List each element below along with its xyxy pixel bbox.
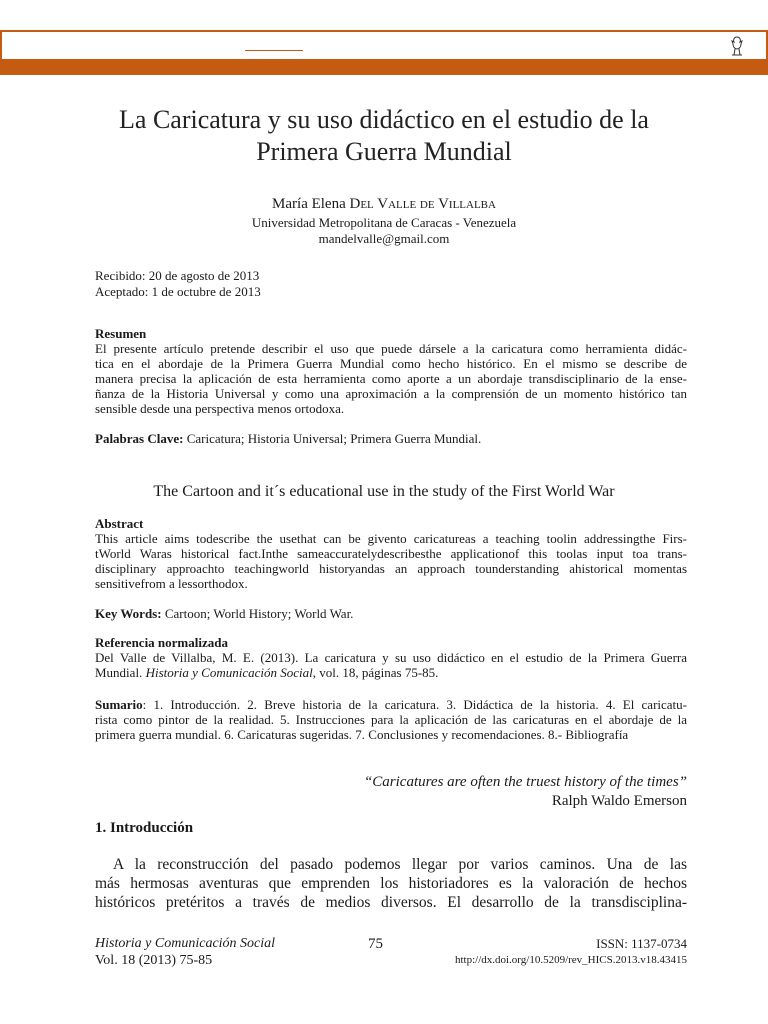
referencia-post: , vol. 18, páginas 75-85. [312, 665, 439, 680]
abstract-line: sensitivefrom a lessorthodox. [95, 576, 248, 591]
footer-volume: Vol. 18 (2013) 75-85 [95, 953, 213, 968]
sumario-text: : 1. Introducción. 2. Breve historia de la caricatura. 3. Didáctica de la historia. 4. El caricatu- [142, 697, 687, 712]
resumen-label: Resumen [95, 326, 147, 341]
english-title: The Cartoon and it´s educational use in the study of the First World War [153, 483, 615, 500]
article-title [60, 104, 708, 168]
sumario-line [95, 697, 687, 712]
body-line: históricos pretéritos a través de medios diversos. El desarrollo de la transdisciplina- [95, 894, 687, 911]
resumen-line: ñanza de la Historia Universal y como una aproximación a la comprensión de un momento histórico tan [95, 386, 687, 401]
sumario-label: Sumario [95, 697, 143, 712]
body-line: A la reconstrucción del pasado podemos llegar por varios caminos. Una de las [113, 856, 687, 873]
section-heading: 1. Introducción [95, 820, 194, 836]
referencia-section [95, 635, 687, 680]
sumario-line: rista como pintor de la realidad. 5. Instrucciones para la aplicación de las caricaturas en el abordaje de la [95, 712, 687, 727]
article-dates [95, 268, 261, 300]
referencia-line [95, 665, 687, 680]
footer-identifiers [455, 935, 687, 969]
author-surname: Del Valle de Villalba [349, 196, 496, 212]
abstract-line: disciplinary approachto teachingworld historyandas an approach tounderstanding ahistorical momentas [95, 561, 687, 576]
title-line: La Caricatura y su uso didáctico en el estudio de la [119, 105, 649, 134]
abstract-line: This article aims todescribe the usethat can be givento caricatureas a teaching toolin addressingthe Firs- [95, 531, 687, 546]
footer-journal: Historia y Comunicación Social [95, 936, 276, 951]
palabras-clave [95, 431, 687, 446]
author-email: mandelvalle@gmail.com [318, 231, 450, 246]
key-words [95, 606, 687, 621]
title-line: Primera Guerra Mundial [256, 137, 512, 166]
referencia-label: Referencia normalizada [95, 635, 228, 650]
referencia-journal: Historia y Comunicación Social [145, 665, 313, 680]
resumen-line: sensible desde una perspectiva menos ortodoxa. [95, 401, 345, 416]
journal-header-band [0, 30, 768, 75]
header-fill-bar [2, 59, 766, 73]
epigraph-quote: “Caricatures are often the truest history of the times” [363, 774, 687, 790]
sumario-line: primera guerra mundial. 6. Caricaturas sugeridas. 7. Conclusiones y recomendaciones. 8.- Bibliografía [95, 727, 629, 742]
footer-doi: http://dx.doi.org/10.5209/rev_HICS.2013.v18.43415 [454, 954, 687, 966]
sumario-section [95, 697, 687, 742]
referencia-line: Del Valle de Villalba, M. E. (2013). La caricatura y su uso didáctico en el estudio de la Primera Guerra [95, 650, 687, 665]
page-number: 75 [368, 936, 383, 952]
key-words-label: Key Words: [95, 606, 162, 621]
epigraph [95, 773, 687, 811]
author-given-name: María Elena [272, 196, 346, 212]
footer-journal-info [95, 935, 275, 969]
key-words-text: Cartoon; World History; World War. [161, 606, 354, 621]
resumen-line: tica en el abordaje de la Primera Guerra Mundial como hecho histórico. En el mismo se describe de [95, 356, 687, 371]
accepted-date: Aceptado: 1 de octubre de 2013 [95, 284, 261, 299]
resumen-line: El presente artículo pretende describir el uso que puede dársele a la caricatura como herramienta didác- [95, 341, 687, 356]
body-line: más hermosas aventuras que emprenden los historiadores es la valoración de hechos [95, 875, 687, 892]
epigraph-author: Ralph Waldo Emerson [551, 793, 687, 809]
footer-issn: ISSN: 1137-0734 [596, 936, 687, 951]
received-date: Recibido: 20 de agosto de 2013 [95, 268, 260, 283]
bird-emblem-icon [728, 35, 746, 57]
author-name [60, 195, 708, 213]
resumen-line: manera precisa la aplicación de esta herramienta como aporte a un abordaje transdisciplinario de la ense- [95, 371, 687, 386]
abstract-section [95, 516, 687, 591]
abstract-label: Abstract [95, 516, 144, 531]
abstract-line: tWorld Waras historical fact.Inthe sameaccuratelydescribesthe applicationof this toolas input toa trans- [95, 546, 687, 561]
introduccion-body [95, 855, 687, 912]
author-affiliation: Universidad Metropolitana de Caracas - Venezuela [251, 215, 517, 230]
palabras-clave-label: Palabras Clave: [95, 431, 184, 446]
resumen-section [95, 326, 687, 416]
palabras-clave-text: Caricatura; Historia Universal; Primera Guerra Mundial. [183, 431, 482, 446]
header-tab-line [245, 50, 303, 51]
referencia-pre: Mundial. [95, 665, 146, 680]
